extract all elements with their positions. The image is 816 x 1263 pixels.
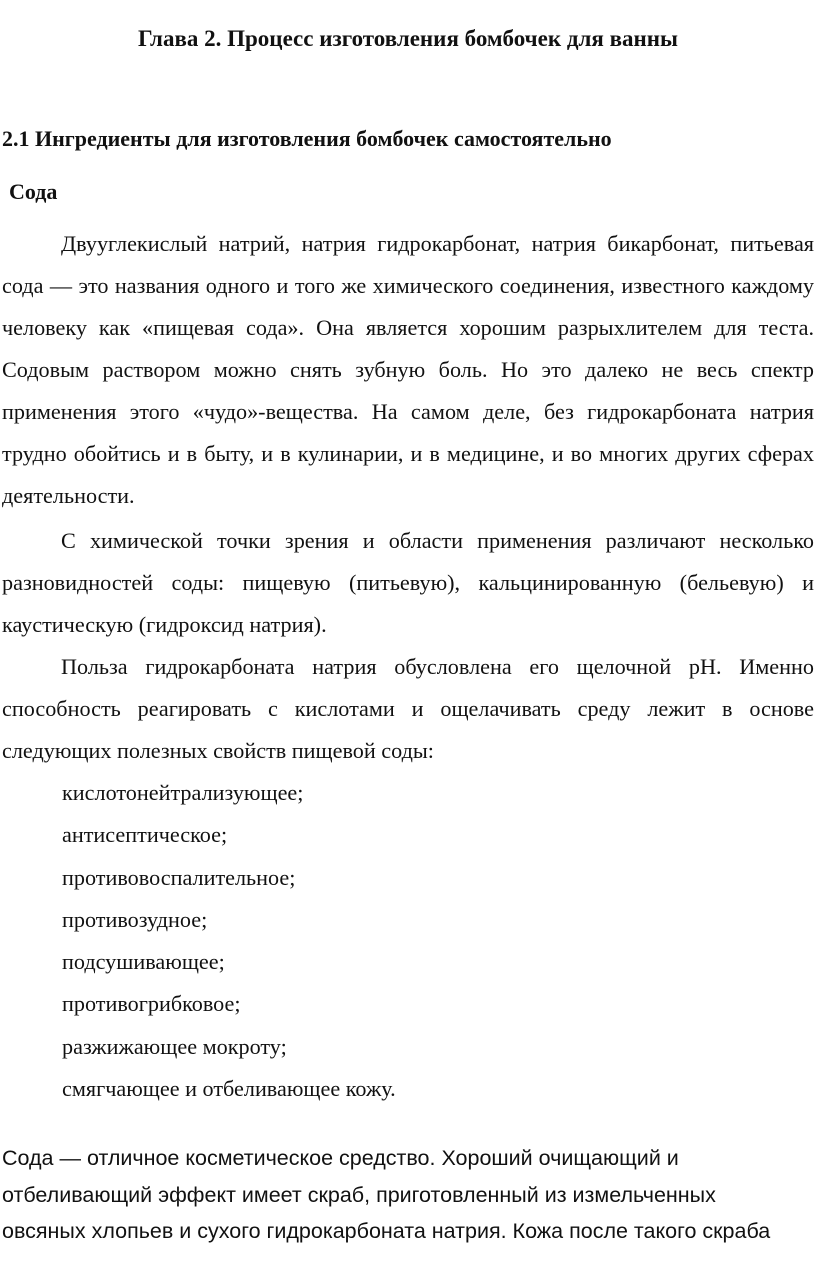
list-item: кислотонейтрализующее; xyxy=(62,780,304,805)
list-item: смягчающее и отбеливающее кожу. xyxy=(62,1076,396,1102)
list-item: подсушивающее; xyxy=(62,949,225,975)
paragraph: С химической точки зрения и области применения различают несколько разновидностей соды: пищевую (питьевую), кальцинированную (бельевую) и каустическую (гидроксид натрия). xyxy=(2,528,814,637)
list-item: противогрибковое; xyxy=(62,991,241,1017)
properties-list xyxy=(62,772,396,1110)
closing-paragraph: Сода — отличное косметическое средство. Хороший очищающий и отбеливающий эффект имеет скраб, приготовленный из измельченных овсяных хлопьев и сухого гидрокарбоната натрия. Кожа после такого скраба xyxy=(2,1146,771,1243)
list-item: антисептическое; xyxy=(62,822,228,848)
list-item: разжижающее мокроту; xyxy=(62,1033,287,1059)
section-title: 2.1 Ингредиенты для изготовления бомбочек самостоятельно xyxy=(2,126,612,151)
chapter-title: Глава 2. Процесс изготовления бомбочек для ванны xyxy=(138,26,678,51)
list-item: противовоспалительное; xyxy=(62,864,296,890)
subsection-title: Сода xyxy=(9,179,58,204)
paragraph: Польза гидрокарбоната натрия обусловлена его щелочной pH. Именно способность реагировать с кислотами и ощелачивать среду лежит в основе следующих полезных свойств пищевой соды: xyxy=(2,654,814,763)
list-item: противозудное; xyxy=(62,906,208,932)
paragraph: Двууглекислый натрий, натрия гидрокарбонат, натрия бикарбонат, питьевая сода — это названия одного и того же химического соединения, известного каждому человеку как «пищевая сода». Она является хорошим разрыхлителем для теста. Содовым раствором можно снять зубную боль. Но это далеко не весь спектр применения этого «чудо»-вещества. На самом деле, без гидрокарбоната натрия трудно обойтись и в быту, и в кулинарии, и в медицине, и во многих других сферах деятельности. xyxy=(2,231,814,508)
